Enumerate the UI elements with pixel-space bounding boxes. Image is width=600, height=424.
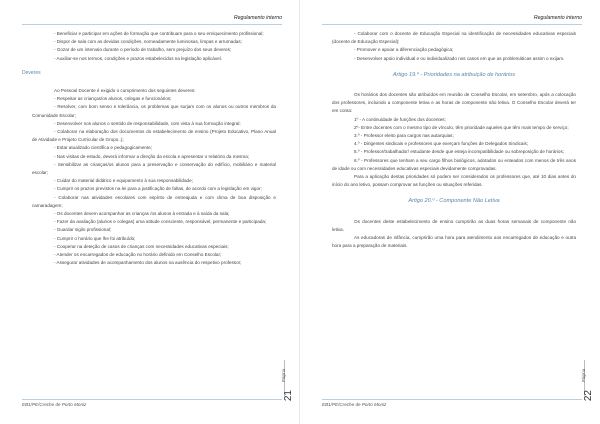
header-rule: [322, 24, 582, 25]
right-page-content: [332, 30, 576, 250]
paragraph: - Dispor de sala com as devidas condições, nomeadamente luminosas, limpas e arrumadas;: [54, 39, 242, 45]
list-item: - Guardar sigilo profissional;: [54, 227, 112, 233]
paragraph: Ao Pessoal Docente é exigido o cumprimento dos seguintes deveres:: [54, 88, 196, 94]
paragraph: - Auxiliar-se nos termos, condições e prazos estabelecidos na legislação aplicável.: [54, 55, 223, 61]
list-item: - Resolver, com bom senso e tolerância, os problemas que surjam com os alunos ou outros membros da Comunidade Escolar;: [32, 104, 276, 118]
paragraph: - Colaborar com o docente de Educação Especial na identificação de necessidades educativas especiais (docente de Educação Especial);: [332, 31, 576, 45]
list-item: - Cuidar do material didático e equipamento à sua responsabilidade;: [54, 178, 193, 184]
article-20-title: Artigo 20.º - Componente Não Letiva: [408, 198, 500, 205]
list-item: - Estar atualizado científica e pedagogicamente;: [54, 145, 153, 151]
list-item: - Atender os encarregados de educação no horário definido em Conselho Escolar;: [54, 252, 222, 258]
paragraph: - Beneficiar e participar em ações de formação que contribuam para o seu enriquecimento profissional;: [54, 31, 264, 36]
paragraph: - Promover e apoiar a diferenciação pedagógica;: [354, 47, 454, 53]
page-footer: EB1/PE/Creche de Porto Moniz: [322, 399, 582, 407]
paragraph: Os docentes deste estabelecimento de ensino cumprirão as duas horas semanais de componente não letiva.: [332, 218, 576, 232]
page-number: [280, 364, 294, 402]
page-footer: EB1/PE/Creche de Porto Moniz: [22, 399, 282, 407]
list-item: - Desenvolver nos alunos o sentido de responsabilidade, com vista à sua formação integral;: [54, 120, 241, 126]
header-rule: [22, 24, 282, 25]
paragraph: As educadoras de infância, cumprirão uma hora para atendimento aos encarregados de educação e outra hora para a preparação de materiais.: [332, 235, 576, 249]
list-item: - Colaborar na elaboração dos documentos do estabelecimento de ensino (Projeto Educativo, Plano Anual de Atividade e Projeto Curricular de Grupo..);: [32, 129, 276, 143]
page-number-label: Página: [581, 368, 586, 382]
left-page-content: [22, 30, 276, 267]
paragraph: - Gozar de um intervalo durante o período de trabalho, sem prejuízo dos seus deveres;: [54, 47, 232, 53]
list-item: - Cooperar na deteção de casos de crianças com necessidades educativas especiais;: [54, 243, 229, 249]
list-item: - Os docentes devem acompanhar as crianças /os alunos à entrada e à saída da sala;: [54, 211, 230, 217]
page-header: Regulamento interno: [533, 15, 582, 21]
list-item: - Cumprir o horário que lhe foi atribuído;: [54, 235, 136, 241]
right-page: [300, 0, 600, 424]
list-item: - Nas visitas de estudo, deverá informar a direção da escola e apresentar o relatório da mesma;: [54, 153, 250, 159]
list-item: - Colaborar nas atividades escolares com espírito de entreajuda e com clima de boa disposição e camaradagem;: [32, 194, 276, 208]
list-item: - Respeitar as crianças/os alunos, colegas e funcionários;: [54, 96, 172, 102]
page-number-value: 22: [583, 390, 594, 402]
page-number-value: 21: [283, 390, 294, 402]
list-item: 3.º - Professor eleito para cargos nas autarquias;: [354, 133, 454, 139]
paragraph: Os horários dos docentes são atribuídos em reunião de Conselho Escolar, em setembro, após a colocação dos professores, incluindo a componente letiva e as horas de componente não letiva. O Conselho Escolar deverá ter em conta:: [332, 92, 576, 114]
article-19-title: Artigo 19.º - Prioridades na atribuição de horários: [392, 71, 516, 78]
page-number-label: Página: [281, 368, 286, 382]
paragraph: Para a aplicação destas prioridades só podem ser considerados os professores que, até 10 dias antes do início do ano letivo, possam comprovar as funções ou situações referidas.: [332, 174, 576, 188]
list-item: 1º - A continuidade de funções dos docentes;: [354, 116, 446, 122]
list-item: - Fazer da avaliação (alunos e colegas) uma atitude consciente, responsável, permanente e participada;: [54, 219, 267, 225]
paragraph: - Desenvolver apoio individual e ou individualizado nos casos em que as problemáticas assim o exijam.: [354, 55, 565, 61]
section-title: Deveres: [22, 69, 41, 76]
page-header: Regulamento interno: [233, 15, 282, 21]
list-item: 2º- Entre docentes com o mesmo tipo de vínculo, têm prioridade aqueles que têm mais tempo de serviço;: [354, 124, 569, 130]
list-item: - Sensibilizar as crianças/os alunos para a preservação e conservação do edifício, mobiliário e material escolar;: [32, 161, 276, 176]
list-item: 6.º - Professores que tenham a seu cargo filhos biológicos, adotados ou enteados com menos de três anos de idade ou com necessidades educativas especiais devidamente comprovadas.: [332, 157, 576, 171]
page-number: [580, 364, 594, 402]
list-item: - Cumprir os prazos previstos na lei para a justificação de faltas, de acordo com a legislação em vigor;: [54, 186, 262, 192]
list-item: - Assegurar atividades de acompanhamento dos alunos na ausência do respetivo professor;: [54, 260, 242, 266]
list-item: 5.º - Professor/trabalhador/ estudante desde que esteja incompatibilidade ou sobreposição de horários;: [354, 149, 565, 155]
list-item: 4.º - Dirigentes sindicais e professores que exerçam funções de Delegados Sindicais;: [354, 141, 529, 147]
